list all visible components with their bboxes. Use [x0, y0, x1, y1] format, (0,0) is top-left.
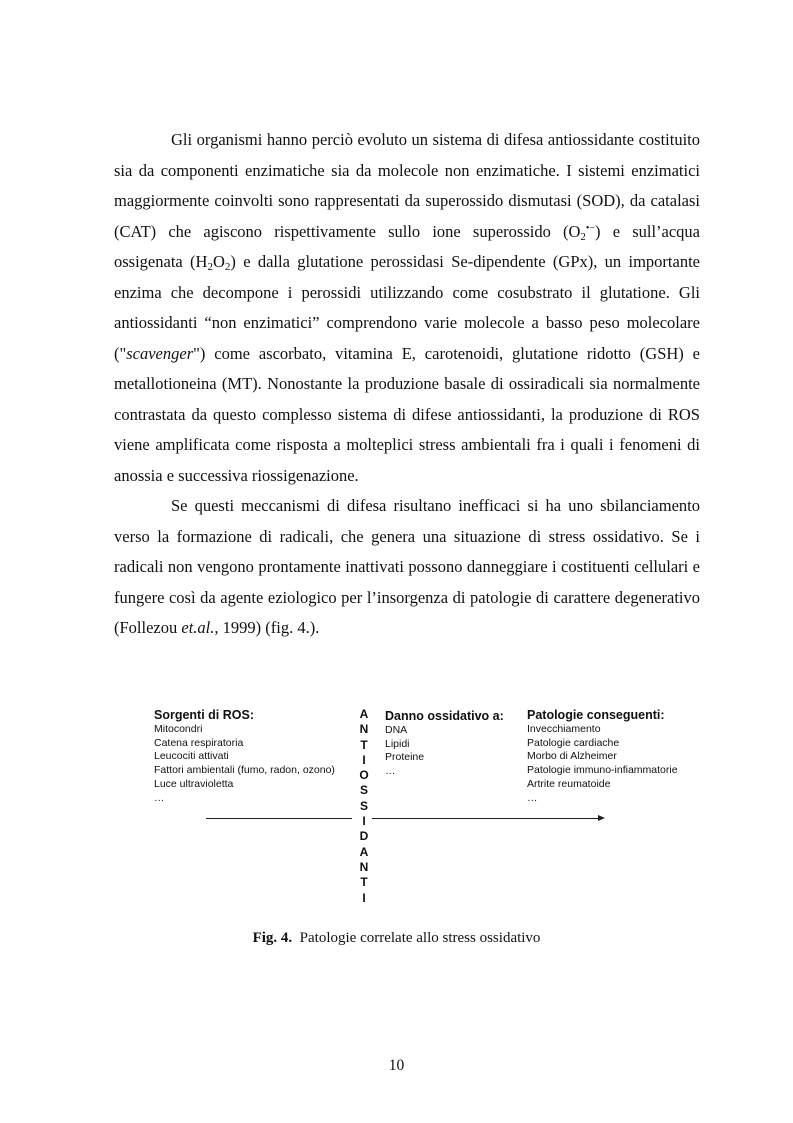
p1-sub-1: 2	[580, 230, 586, 243]
p1-sup-1: •−	[585, 222, 596, 234]
pathologies-item: Patologie immuno-infiammatorie	[527, 764, 678, 777]
pathologies-item: …	[527, 791, 538, 804]
vertical-letter: S	[359, 783, 368, 798]
vertical-letter: A	[359, 707, 369, 721]
damage-item: Lipidi	[385, 737, 410, 750]
vertical-letter: N	[359, 722, 369, 737]
arrow-line-left	[206, 818, 352, 819]
p1-text-d: ) e dalla glutatione perossidasi Se-dipendente (GPx), un importante enzima che decompone i perossidi utilizzando come cosubstrato il glutatione. Gli antiossidanti “non enzimatici” comprendono varie molecole a basso peso molecolare ("	[114, 252, 700, 363]
damage-item: Proteine	[385, 751, 425, 764]
vertical-letter: I	[362, 752, 366, 767]
vertical-letter: A	[359, 844, 369, 859]
p2-text-b: , 1999) (fig. 4.).	[214, 618, 320, 637]
p1-text-e: ") come ascorbato, vitamina E, carotenoidi, glutatione ridotto (GSH) e metallotioneina (MT). Nonostante la produzione basale di ossiradicali sia normalmente contrastata da questo complesso sistema di difese antiossidanti, la produzione di ROS viene amplificata come risposta a molteplici stress ambientali fra i quali i fenomeni di anossia e successiva riossigenazione.	[114, 343, 700, 485]
caption-label: Fig. 4.	[252, 930, 293, 946]
pathologies-item: Patologie cardiache	[527, 736, 620, 749]
vertical-letter: D	[359, 829, 369, 844]
figure-caption	[0, 930, 793, 947]
pathologies-item: Invecchiamento	[527, 723, 601, 735]
damage-item: DNA	[385, 724, 408, 736]
arrowhead-icon	[598, 815, 605, 821]
p1-text-c: O	[212, 252, 225, 271]
p1-text-a: Gli organismi hanno perciò evoluto un sistema di difesa antiossidante costituito sia da componenti enzimatiche sia da molecole non enzimatiche. I sistemi enzimatici maggiormente coinvolti sono rappresentati da superossido dismutasi (SOD), da catalasi (CAT) che agiscono rispettivamente sullo ione superossido (O	[114, 130, 700, 241]
p1-italic: scavenger	[126, 343, 194, 363]
p2-text-a: Se questi meccanismi di difesa risultano inefficaci si ha uno sbilanciamento verso la formazione di radicali, che genera una situazione di stress ossidativo. Se i radicali non vengono prontamente inattivati possono danneggiare i costituenti cellulari e fungere così da agente eziologico per l’insorgenza di patologie di carattere degenerativo (Follezou	[114, 496, 700, 637]
pathologies-item: Artrite reumatoide	[527, 777, 611, 790]
pathologies-title: Patologie conseguenti:	[527, 708, 665, 722]
damage-item: …	[385, 765, 396, 778]
sources-column	[154, 708, 335, 805]
sources-title: Sorgenti di ROS:	[154, 708, 254, 722]
vertical-letter: I	[362, 814, 366, 829]
arrow-line-right	[372, 818, 598, 819]
damage-title: Danno ossidativo a:	[385, 709, 504, 723]
sources-item: Catena respiratoria	[154, 736, 244, 749]
vertical-letter: O	[359, 768, 369, 783]
sources-item: Mitocondri	[154, 723, 203, 735]
p1-sub-3: 2	[224, 261, 231, 273]
vertical-letter: S	[359, 798, 368, 813]
damage-column	[385, 709, 504, 779]
vertical-letter: N	[359, 859, 369, 874]
antiossidanti-vertical-label	[355, 707, 373, 906]
pathologies-item: Morbo di Alzheimer	[527, 750, 617, 763]
vertical-letter: T	[360, 875, 368, 890]
p1-sub-2: 2	[207, 261, 213, 273]
caption-text: Patologie correlate allo stress ossidativo	[299, 930, 541, 946]
sources-item: Luce ultravioletta	[154, 777, 234, 790]
pathologies-column	[527, 708, 678, 805]
vertical-letter: I	[362, 890, 366, 905]
page-number: 10	[388, 1057, 405, 1074]
vertical-letter: T	[360, 737, 368, 752]
p1-text-b: ) e sull’acqua ossigenata (H	[114, 221, 700, 271]
p2-italic: et.al.	[181, 618, 215, 637]
sources-item: …	[154, 791, 165, 804]
sources-item: Fattori ambientali (fumo, radon, ozono)	[154, 764, 335, 777]
sources-item: Leucociti attivati	[154, 750, 229, 763]
